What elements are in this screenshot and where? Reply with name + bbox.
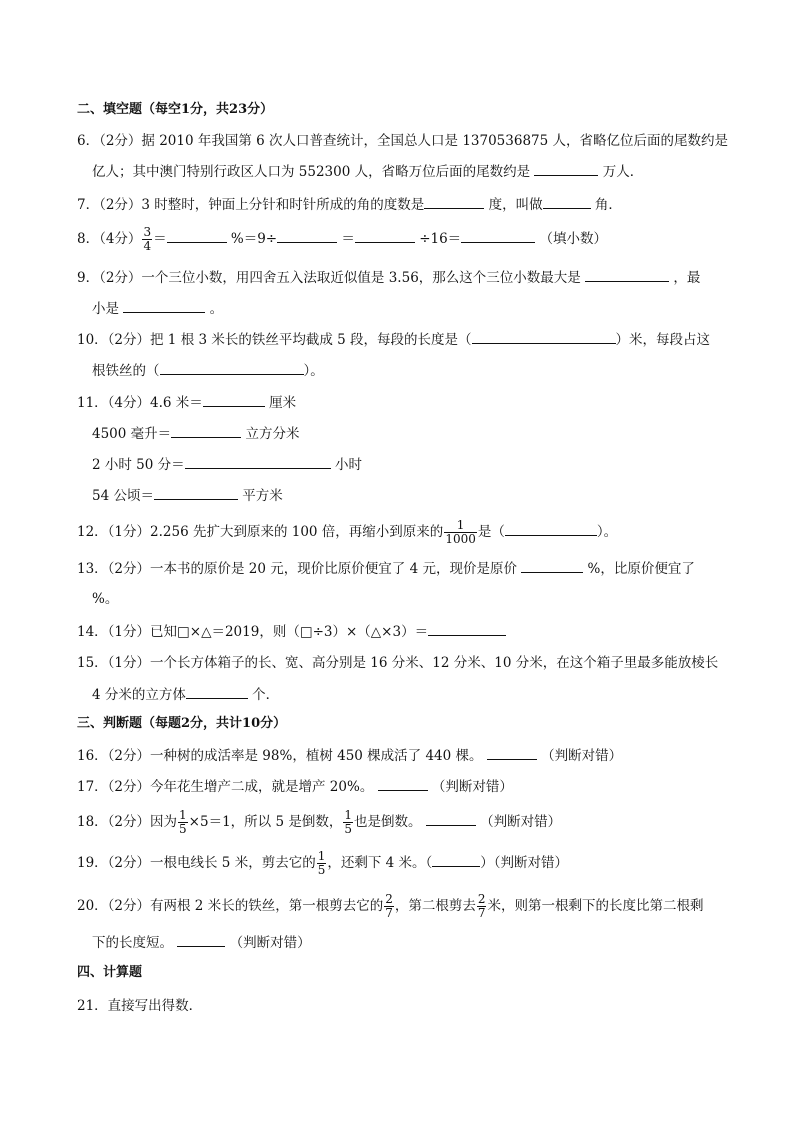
- question-6-line-2: [92, 161, 643, 182]
- numerator: 2: [477, 892, 486, 906]
- answer-blank[interactable]: [461, 228, 535, 243]
- fraction-one-thousandth: [444, 519, 477, 546]
- denominator: 5: [179, 822, 187, 836]
- q20-text-d: 下的长度短。: [92, 935, 178, 951]
- q18-text-b: ×5＝1，所以 5 是倒数，: [188, 814, 343, 830]
- q20-text-b: ，第二根剪去: [394, 898, 476, 914]
- q10-text-d: ）。: [303, 363, 324, 379]
- denominator: 5: [317, 863, 326, 877]
- q11-text-d: 立方分米: [241, 426, 300, 442]
- q8-text-e: ÷16＝: [414, 231, 462, 247]
- q10-text-c: 根铁丝的（: [92, 363, 160, 379]
- question-11-line-2: [92, 423, 299, 444]
- q9-text-c: 小是: [92, 301, 124, 317]
- q10-text-a: 10．（2分）把 1 根 3 米长的铁丝平均截成 5 段，每段的长度是（: [77, 332, 472, 348]
- q9-text-d: 。: [205, 301, 224, 317]
- q11-text-e: 2 小时 50 分＝: [92, 457, 185, 473]
- q15-text-b: 个．: [247, 687, 280, 703]
- q11-text-b: 厘米: [264, 395, 297, 411]
- q12-text-c: ）。: [596, 524, 618, 540]
- q20-text-c: 米，则第一根剩下的长度比第二根剩: [487, 898, 704, 914]
- question-13-line-1: [77, 558, 695, 579]
- question-19: [77, 850, 568, 877]
- q7-text-a: 7．（2分）3 时整时，钟面上分针和时针所成的角的度数是: [77, 197, 425, 213]
- q19-text-b: ，还剩下 4 米。（: [327, 855, 433, 871]
- question-10-line-2: [92, 360, 324, 381]
- q20-text-a: 20．（2分）有两根 2 米长的铁丝，第一根剪去它的: [77, 898, 384, 914]
- q7-text-b: 度，叫做: [484, 197, 543, 213]
- q8-text-b: ＝: [153, 231, 167, 247]
- q11-text-a: 11．（4分）4.6 米＝: [77, 395, 203, 411]
- numerator: 1: [456, 518, 465, 532]
- answer-blank[interactable]: [186, 684, 248, 699]
- question-14: [77, 621, 506, 642]
- q15-text-a: 4 分米的立方体: [92, 687, 186, 703]
- question-8: [77, 226, 607, 253]
- q19-text-c: ）（判断对错）: [480, 855, 569, 871]
- answer-blank[interactable]: [424, 194, 484, 209]
- numerator: 1: [317, 849, 326, 863]
- denominator: 4: [143, 239, 152, 253]
- answer-blank[interactable]: [543, 194, 591, 209]
- question-11-line-4: [92, 485, 283, 506]
- answer-blank[interactable]: [472, 329, 616, 344]
- fraction-two-sevenths: [384, 893, 394, 920]
- answer-blank[interactable]: [203, 392, 265, 407]
- answer-blank[interactable]: [171, 423, 241, 438]
- answer-blank[interactable]: [505, 521, 597, 536]
- question-11-line-1: [77, 392, 296, 413]
- question-7: [77, 194, 622, 215]
- q11-text-g: 54 公顷＝: [92, 488, 154, 504]
- q13-text-a: 13．（2分）一本书的原价是 20 元，现价比原价便宜了 4 元，现价是原价: [77, 561, 522, 577]
- question-9-line-1: [77, 267, 700, 288]
- question-20-line-1: [77, 893, 703, 920]
- q19-text-a: 19．（2分）一根电线长 5 米，剪去它的: [77, 855, 316, 871]
- section-heading-true-false: 三、判断题（每题2分，共计10分）: [77, 716, 287, 731]
- question-13-line-2: %。: [92, 591, 119, 607]
- q11-text-f: 小时: [330, 457, 362, 473]
- denominator: 7: [477, 906, 486, 920]
- answer-blank[interactable]: [428, 621, 506, 636]
- q8-text-c: %＝9÷: [226, 231, 278, 247]
- question-10-line-1: [77, 329, 710, 350]
- answer-blank[interactable]: [487, 745, 537, 760]
- question-17: [77, 776, 513, 797]
- denominator: 1000: [445, 532, 476, 546]
- answer-blank[interactable]: [177, 932, 225, 947]
- q18-text-a: 18．（2分）因为: [77, 814, 178, 830]
- answer-blank[interactable]: [123, 298, 205, 313]
- answer-blank[interactable]: [432, 852, 480, 867]
- question-16: [77, 745, 622, 766]
- answer-blank[interactable]: [160, 360, 304, 375]
- answer-blank[interactable]: [185, 454, 331, 469]
- q9-text-b: ，最: [669, 270, 701, 286]
- question-11-line-3: [92, 454, 362, 475]
- answer-blank[interactable]: [521, 558, 583, 573]
- q18-text-d: （判断对错）: [475, 814, 562, 830]
- fraction-one-fifth: [343, 809, 353, 836]
- question-6-line-1: 6．（2分）据 2010 年我国第 6 次人口普查统计，全国总人口是 1370536875 人，省略亿位后面的尾数约是: [77, 133, 729, 149]
- section-heading-fill-blank: 二、填空题（每空1分，共23分）: [77, 102, 274, 117]
- q12-text-a: 12．（1分）2.256 先扩大到原来的 100 倍，再缩小到原来的: [77, 524, 444, 540]
- question-15-line-1: 15．（1分）一个长方体箱子的长、宽、高分别是 16 分米、12 分米、10 分米，在这个箱子里最多能放棱长: [77, 655, 719, 671]
- q11-text-c: 4500 毫升＝: [92, 426, 172, 442]
- fraction-two-sevenths: [477, 893, 487, 920]
- answer-blank[interactable]: [585, 267, 669, 282]
- question-12: [77, 519, 617, 546]
- answer-blank[interactable]: [378, 776, 428, 791]
- q18-text-c: 也是倒数。: [353, 814, 426, 830]
- section-heading-calculation: 四、计算题: [77, 965, 143, 980]
- question-15-line-2: [92, 684, 279, 705]
- numerator: 3: [143, 225, 152, 239]
- q12-text-b: 是（: [477, 524, 505, 540]
- q17-text-a: 17．（2分）今年花生增产二成，就是增产 20%。: [77, 779, 378, 795]
- q6-text-a: 亿人；其中澳门特别行政区人口为 552300 人，省略万位后面的尾数约是: [92, 164, 535, 180]
- fraction-three-fourths: [142, 226, 152, 253]
- numerator: 1: [179, 808, 187, 822]
- answer-blank[interactable]: [534, 161, 598, 176]
- q16-text-a: 16．（2分）一种树的成活率是 98%，植树 450 棵成活了 440 棵。: [77, 748, 487, 764]
- answer-blank[interactable]: [355, 228, 415, 243]
- question-20-line-2: [92, 932, 311, 953]
- q6-text-b: 万人．: [598, 164, 644, 180]
- q8-text-f: （填小数）: [535, 231, 607, 247]
- q20-text-e: （判断对错）: [225, 935, 311, 951]
- denominator: 7: [385, 906, 393, 920]
- answer-blank[interactable]: [154, 485, 238, 500]
- fraction-one-fifth: [178, 809, 188, 836]
- question-9-line-2: [92, 298, 223, 319]
- answer-blank[interactable]: [426, 811, 476, 826]
- q13-text-b: %，比原价便宜了: [583, 561, 695, 577]
- question-21: 21．直接写出得数．: [77, 998, 203, 1014]
- answer-blank[interactable]: [277, 228, 337, 243]
- q16-text-b: （判断对错）: [536, 748, 623, 764]
- numerator: 2: [385, 892, 393, 906]
- q8-text-a: 8．（4分）: [77, 231, 142, 247]
- denominator: 5: [344, 822, 352, 836]
- numerator: 1: [344, 808, 352, 822]
- answer-blank[interactable]: [167, 228, 227, 243]
- q14-text-a: 14．（1分）已知□×△＝2019，则（□÷3）×（△×3）＝: [77, 624, 429, 640]
- question-18: [77, 809, 561, 836]
- q10-text-b: ）米，每段占这: [615, 332, 711, 348]
- fraction-one-fifth: [317, 850, 327, 877]
- q7-text-c: 角．: [590, 197, 622, 213]
- q11-text-h: 平方米: [237, 488, 283, 504]
- q17-text-b: （判断对错）: [427, 779, 513, 795]
- q8-text-d: ＝: [337, 231, 355, 247]
- q9-text-a: 9．（2分）一个三位小数，用四舍五入法取近似值是 3.56，那么这个三位小数最大是: [77, 270, 586, 286]
